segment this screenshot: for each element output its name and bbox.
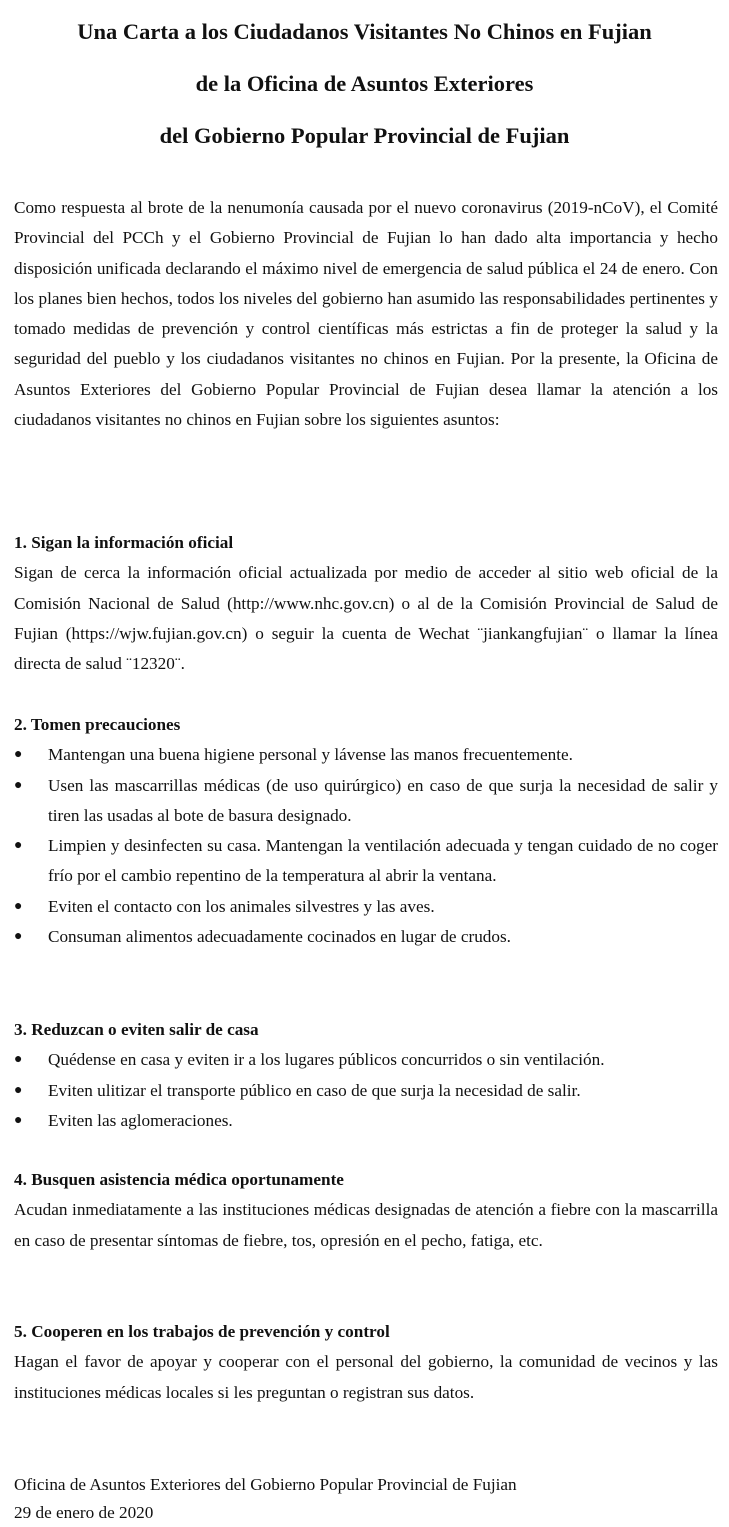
bullet-icon: ● <box>14 1112 23 1128</box>
list-item-text: Quédense en casa y eviten ir a los lugares públicos concurridos o sin ventilación. <box>48 1050 605 1070</box>
list-item-text: Consuman alimentos adecuadamente cocinados en lugar de crudos. <box>48 927 511 947</box>
list-item-text: Limpien y desinfecten su casa. Mantengan la ventilación adecuada y tengan cuidado de no coger frío por el cambio repentino de la temperatura al abrir la ventana. <box>48 836 718 886</box>
list-item-text: Mantengan una buena higiene personal y lávense las manos frecuentemente. <box>48 745 573 765</box>
list-item <box>14 1076 718 1106</box>
section-4 <box>14 1165 718 1256</box>
title-line-2: de la Oficina de Asuntos Exteriores <box>195 71 534 96</box>
intro-paragraph: Como respuesta al brote de la nenumonía causada por el nuevo coronavirus (2019-nCoV), el Comité Provincial del PCCh y el Gobierno Provincial de Fujian lo han dado alta importancia y hecho disposición unificada declarando el máximo nivel de emergencia de salud pública el 24 de enero. Con los planes bien hechos, todos los niveles del gobierno han asumido las responsabilidades pertinentes y tomado medidas de prevención y control científicas más estrictas a fin de proteger la salud y la seguridad del pueblo y los ciudadanos visitantes no chinos en Fujian. Por la presente, la Oficina de Asuntos Exteriores del Gobierno Popular Provincial de Fujian desea llamar la atención a los ciudadanos visitantes no chinos en Fujian sobre los siguientes asuntos: <box>14 198 718 430</box>
section-1-heading: 1. Sigan la información oficial <box>14 533 234 552</box>
list-item <box>14 740 718 770</box>
title-line-1: Una Carta a los Ciudadanos Visitantes No Chinos en Fujian <box>77 19 652 44</box>
bullet-icon: ● <box>14 898 23 914</box>
section-2-bullet-list <box>14 740 718 952</box>
bullet-icon: ● <box>14 1052 23 1068</box>
letter-title <box>0 6 729 162</box>
list-item <box>14 771 718 832</box>
bullet-icon: ● <box>14 747 23 763</box>
signature-office: Oficina de Asuntos Exteriores del Gobierno Popular Provincial de Fujian <box>14 1475 517 1494</box>
section-5-heading: 5. Cooperen en los trabajos de prevención y control <box>14 1322 390 1341</box>
section-3-heading: 3. Reduzcan o eviten salir de casa <box>14 1020 259 1039</box>
section-4-text: Acudan inmediatamente a las instituciones médicas designadas de atención a fiebre con la mascarrilla en caso de presentar síntomas de fiebre, tos, opresión en el pecho, fatiga, etc. <box>14 1200 718 1250</box>
list-item-text: Usen las mascarrillas médicas (de uso quirúrgico) en caso de que surja la necesidad de salir y tiren las usadas al bote de basura designado. <box>48 775 718 825</box>
list-item <box>14 1045 718 1075</box>
section-1 <box>14 528 718 679</box>
section-3-bullet-list <box>14 1045 718 1136</box>
signature-block <box>14 1471 517 1527</box>
section-5-text: Hagan el favor de apoyar y cooperar con el personal del gobierno, la comunidad de vecinos y las instituciones médicas locales si les preguntan o registran sus datos. <box>14 1352 718 1402</box>
signature-date: 29 de enero de 2020 <box>14 1503 154 1522</box>
section-2-heading: 2. Tomen precauciones <box>14 715 181 734</box>
section-1-text: Sigan de cerca la información oficial actualizada por medio de acceder al sitio web oficial de la Comisión Nacional de Salud (http://www.nhc.gov.cn) o al de la Comisión Provincial de Salud de Fujian (https://wjw.fujian.gov.cn) o seguir la cuenta de Wechat ¨jiankangfujian¨ o llamar la línea directa de salud ¨12320¨. <box>14 563 718 674</box>
bullet-icon: ● <box>14 929 23 945</box>
list-item-text: Eviten ulitizar el transporte público en caso de que surja la necesidad de salir. <box>48 1080 581 1100</box>
title-line-3: del Gobierno Popular Provincial de Fujian <box>159 123 570 148</box>
list-item <box>14 1106 718 1136</box>
section-3 <box>14 1015 718 1136</box>
section-2 <box>14 710 718 952</box>
list-item <box>14 892 718 922</box>
bullet-icon: ● <box>14 1082 23 1098</box>
list-item <box>14 922 718 952</box>
list-item-text: Eviten las aglomeraciones. <box>48 1110 233 1130</box>
list-item-text: Eviten el contacto con los animales silvestres y las aves. <box>48 896 435 916</box>
bullet-icon: ● <box>14 838 23 854</box>
list-item <box>14 831 718 892</box>
bullet-icon: ● <box>14 777 23 793</box>
section-4-heading: 4. Busquen asistencia médica oportunamente <box>14 1170 344 1189</box>
section-5 <box>14 1317 718 1408</box>
